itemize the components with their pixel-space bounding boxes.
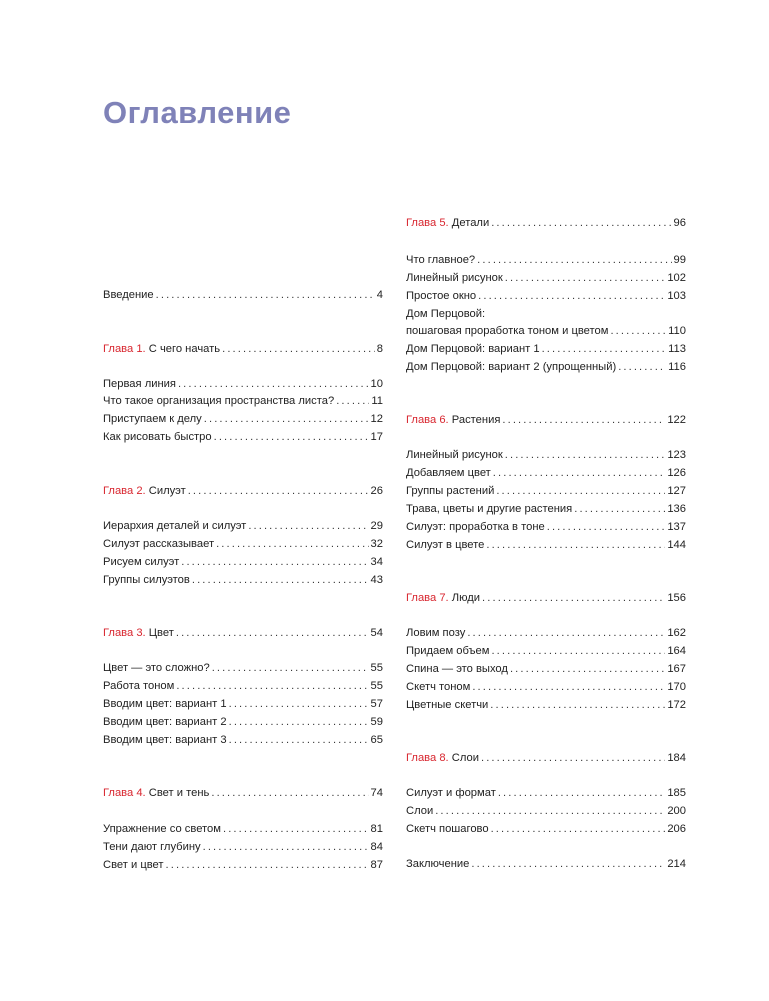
dot-leader (181, 554, 368, 570)
toc-chapter-entry (103, 483, 383, 499)
toc-entry-label (103, 625, 174, 641)
toc-entry (103, 554, 383, 570)
toc-entry-label (406, 447, 503, 463)
toc-entry (103, 857, 383, 873)
dot-leader (486, 537, 665, 553)
page-number: 113 (668, 343, 686, 355)
toc-entry-label (406, 483, 494, 499)
toc-entry-text: Слои (451, 752, 479, 764)
toc-entry-label (406, 821, 489, 837)
dot-leader (222, 341, 375, 357)
toc-entry-label (103, 821, 221, 837)
dot-leader (211, 785, 368, 801)
toc-entry (406, 856, 686, 872)
toc-entry-text: Первая линия (103, 378, 176, 390)
dot-leader (156, 287, 375, 303)
toc-entry-text: Свет и тень (148, 787, 210, 799)
chapter-number: Глава 4. (103, 787, 146, 799)
toc-entry-label (103, 536, 214, 552)
page-number: 214 (667, 858, 686, 870)
page-number: 122 (667, 414, 686, 426)
toc-entry (406, 341, 686, 357)
toc-chapter-entry (406, 590, 686, 606)
toc-entry-label (406, 288, 476, 304)
toc-entry-label (406, 359, 616, 375)
toc-entry-text: Линейный рисунок (406, 272, 503, 284)
dot-leader (477, 252, 671, 268)
toc-entry-label (103, 678, 174, 694)
toc-entry-label (103, 554, 179, 570)
toc-entry (103, 696, 383, 712)
page-number: 4 (376, 289, 383, 301)
toc-entry-text: Тени дают глубину (103, 841, 201, 853)
page-number: 17 (370, 431, 383, 443)
toc-chapter-entry (103, 625, 383, 641)
toc-entry (103, 714, 383, 730)
toc-entry-text: Слои (406, 805, 434, 817)
toc-entry (406, 537, 686, 553)
toc-entry-label: Дом Перцовой: (406, 308, 486, 320)
dot-leader (223, 821, 369, 837)
dot-leader (490, 697, 665, 713)
toc-entry-text: Спина — это выход (406, 663, 508, 675)
toc-entry-label (406, 697, 488, 713)
page-number: 200 (667, 805, 686, 817)
chapter-number: Глава 1. (103, 343, 146, 355)
page-number: 172 (667, 699, 686, 711)
toc-entry-text: Детали (451, 217, 490, 229)
page-number: 99 (673, 254, 686, 266)
toc-entry-label (406, 803, 433, 819)
dot-leader (491, 215, 671, 231)
toc-entry (406, 625, 686, 641)
toc-entry (406, 821, 686, 837)
toc-entry-label (103, 857, 164, 873)
toc-entry-text: Добавляем цвет (406, 467, 491, 479)
page-number: 65 (370, 734, 383, 746)
dot-leader (491, 643, 665, 659)
page-number: 170 (667, 681, 686, 693)
toc-entry-text: Дом Перцовой: вариант 1 (406, 343, 540, 355)
dot-leader (610, 323, 666, 339)
toc-entry-text: Цвет — это сложно? (103, 662, 210, 674)
toc-chapter-entry (406, 215, 686, 231)
toc-entry (103, 376, 383, 392)
dot-leader (229, 714, 369, 730)
page-number: 11 (371, 395, 383, 407)
toc-entry-text: Что главное? (406, 254, 476, 266)
page-number: 26 (370, 485, 383, 497)
page-number: 123 (667, 449, 686, 461)
toc-entry (406, 483, 686, 499)
toc-entry-text: Группы силуэтов (103, 574, 190, 586)
toc-entry-text: Вводим цвет: вариант 2 (103, 716, 227, 728)
toc-entry-text: Скетч тоном (406, 681, 471, 693)
page-number: 10 (370, 378, 383, 390)
toc-entry (103, 536, 383, 552)
toc-entry-label (406, 643, 489, 659)
page-number: 167 (667, 663, 686, 675)
toc-entry-label (406, 590, 480, 606)
page-number: 34 (370, 556, 383, 568)
page-number: 43 (370, 574, 383, 586)
page-number: 162 (667, 627, 686, 639)
toc-entry-text: Заключение (406, 858, 470, 870)
dot-leader (482, 590, 665, 606)
toc-entry-text: Свет и цвет (103, 859, 164, 871)
toc-entry-text: Простое окно (406, 290, 477, 302)
toc-entry (406, 270, 686, 286)
toc-entry (406, 288, 686, 304)
toc-entry-text: Приступаем к делу (103, 413, 202, 425)
dot-leader (188, 483, 369, 499)
page-number: 59 (370, 716, 383, 728)
toc-chapter-entry (103, 785, 383, 801)
toc-entry-text: Ловим позу (406, 627, 466, 639)
toc-entry-label (406, 679, 470, 695)
toc-entry (406, 803, 686, 819)
toc-entry-text: Силуэт в цвете (406, 539, 485, 551)
toc-entry-label (406, 270, 503, 286)
dot-leader (471, 856, 665, 872)
toc-entry (406, 661, 686, 677)
toc-entry-text: Работа тоном (103, 680, 175, 692)
toc-entry-label (103, 341, 220, 357)
chapter-number: Глава 5. (406, 217, 449, 229)
toc-entry-text: Силуэт рассказывает (103, 538, 215, 550)
toc-entry-label (406, 323, 608, 339)
toc-entry-label (103, 572, 190, 588)
toc-entry (406, 679, 686, 695)
toc-entry-text: Трава, цветы и другие растения (406, 503, 573, 515)
dot-leader (212, 660, 369, 676)
page-number: 103 (667, 290, 686, 302)
toc-entry (103, 411, 383, 427)
toc-entry-label (406, 661, 508, 677)
toc-entry (406, 359, 686, 375)
toc-entry-label (103, 714, 227, 730)
page-number: 164 (667, 645, 686, 657)
toc-entry-label (406, 252, 475, 268)
toc-entry-text: С чего начать (148, 343, 221, 355)
page-number: 32 (370, 538, 383, 550)
toc-entry-label (406, 537, 484, 553)
page-number: 29 (370, 520, 383, 532)
toc-entry-label (406, 465, 491, 481)
toc-entry (406, 697, 686, 713)
page-number: 127 (667, 485, 686, 497)
toc-chapter-entry (406, 750, 686, 766)
toc-entry (406, 323, 686, 339)
page-number: 12 (370, 413, 383, 425)
toc-entry (103, 518, 383, 534)
dot-leader (498, 785, 666, 801)
toc-entry-text: Силуэт и формат (406, 787, 496, 799)
dot-leader (491, 821, 666, 837)
page-title: Оглавление (103, 95, 292, 130)
dot-leader (216, 536, 368, 552)
dot-leader (248, 518, 368, 534)
toc-entry-label (406, 785, 496, 801)
dot-leader (176, 625, 369, 641)
page-number: 110 (668, 325, 686, 337)
toc-entry-text: Введение (103, 289, 154, 301)
toc-entry (406, 465, 686, 481)
toc-entry-text: Вводим цвет: вариант 1 (103, 698, 227, 710)
toc-entry-label (406, 519, 545, 535)
toc-entry-text: Придаем объем (406, 645, 490, 657)
toc-entry (406, 447, 686, 463)
dot-leader (505, 270, 666, 286)
page-number: 81 (370, 823, 383, 835)
toc-entry-text: Линейный рисунок (406, 449, 503, 461)
toc-entry (103, 839, 383, 855)
dot-leader (493, 465, 666, 481)
dot-leader (478, 288, 665, 304)
toc-entry-label (406, 501, 572, 517)
page-number: 136 (667, 503, 686, 515)
page-number: 55 (370, 662, 383, 674)
toc-entry-label (406, 856, 469, 872)
toc-entry-text: Цвет (148, 627, 174, 639)
toc-entry (103, 821, 383, 837)
page-number: 137 (667, 521, 686, 533)
chapter-number: Глава 7. (406, 592, 449, 604)
page-number: 8 (376, 343, 383, 355)
chapter-number: Глава 8. (406, 752, 449, 764)
toc-entry-label (406, 341, 540, 357)
toc-entry (103, 678, 383, 694)
dot-leader (481, 750, 665, 766)
page-number: 156 (667, 592, 686, 604)
toc-entry-text: Цветные скетчи (406, 699, 489, 711)
toc-entry (103, 393, 383, 409)
toc-entry-label (406, 625, 465, 641)
toc-entry (406, 252, 686, 268)
dot-leader (178, 376, 369, 392)
toc-entry (103, 572, 383, 588)
toc-entry-label (103, 518, 246, 534)
page-number: 206 (667, 823, 686, 835)
toc-entry-text: Группы растений (406, 485, 495, 497)
toc-entry-label (103, 411, 202, 427)
toc-entry-label (103, 483, 186, 499)
dot-leader (229, 732, 369, 748)
toc-entry (406, 519, 686, 535)
dot-leader (472, 679, 665, 695)
toc-entry-text: Силуэт (148, 485, 186, 497)
dot-leader (435, 803, 665, 819)
page-number: 185 (667, 787, 686, 799)
toc-entry-text: Дом Перцовой: вариант 2 (упрощенный) (406, 361, 617, 373)
toc-entry-text: Растения (451, 414, 501, 426)
toc-entry (103, 660, 383, 676)
dot-leader (176, 678, 368, 694)
toc-entry-label (103, 376, 176, 392)
dot-leader (204, 411, 369, 427)
dot-leader (192, 572, 369, 588)
toc-entry-text: Рисуем силуэт (103, 556, 180, 568)
dot-leader (214, 429, 369, 445)
toc-chapter-entry (103, 341, 383, 357)
toc-entry (406, 306, 686, 322)
toc-entry (103, 287, 383, 303)
page-number: 55 (370, 680, 383, 692)
dot-leader (229, 696, 369, 712)
toc-entry-text: Иерархия деталей и силуэт (103, 520, 247, 532)
page-number: 184 (667, 752, 686, 764)
toc-entry-label (103, 393, 334, 409)
dot-leader (203, 839, 369, 855)
chapter-number: Глава 6. (406, 414, 449, 426)
toc-entry-text: Вводим цвет: вариант 3 (103, 734, 227, 746)
toc-entry-label (406, 215, 489, 231)
page-number: 84 (370, 841, 383, 853)
page-number: 54 (370, 627, 383, 639)
toc-entry-text: пошаговая проработка тоном и цветом (406, 325, 609, 337)
page-number: 102 (667, 272, 686, 284)
chapter-number: Глава 2. (103, 485, 146, 497)
toc-entry-label (406, 412, 500, 428)
toc-entry-label (103, 785, 209, 801)
toc-entry-text: Скетч пошагово (406, 823, 489, 835)
toc-entry (406, 643, 686, 659)
dot-leader (502, 412, 665, 428)
dot-leader (505, 447, 666, 463)
toc-entry-label (406, 750, 479, 766)
toc-entry-text: Силуэт: проработка в тоне (406, 521, 545, 533)
toc-entry (406, 501, 686, 517)
page-number: 126 (667, 467, 686, 479)
toc-entry-text: Как рисовать быстро (103, 431, 212, 443)
dot-leader (574, 501, 665, 517)
dot-leader (496, 483, 665, 499)
page-number: 57 (370, 698, 383, 710)
toc-chapter-entry (406, 412, 686, 428)
page-number: 87 (370, 859, 383, 871)
page-number: 116 (668, 361, 686, 373)
toc-entry (103, 732, 383, 748)
toc-entry (103, 429, 383, 445)
dot-leader (467, 625, 665, 641)
chapter-number: Глава 3. (103, 627, 146, 639)
dot-leader (547, 519, 666, 535)
toc-entry-text: Люди (451, 592, 481, 604)
toc-entry-text: Что такое организация пространства листа? (103, 395, 335, 407)
page-number: 96 (673, 217, 686, 229)
dot-leader (336, 393, 369, 409)
toc-entry-text: Упражнение со светом (103, 823, 221, 835)
dot-leader (618, 359, 666, 375)
toc-entry (406, 785, 686, 801)
toc-entry-label (103, 696, 227, 712)
toc-entry-label (103, 429, 212, 445)
page-number: 144 (667, 539, 686, 551)
toc-entry-label (103, 732, 227, 748)
dot-leader (510, 661, 665, 677)
toc-entry-label (103, 287, 154, 303)
toc-entry-label (103, 839, 201, 855)
toc-entry-label (103, 660, 210, 676)
dot-leader (542, 341, 667, 357)
dot-leader (166, 857, 369, 873)
page-number: 74 (370, 787, 383, 799)
